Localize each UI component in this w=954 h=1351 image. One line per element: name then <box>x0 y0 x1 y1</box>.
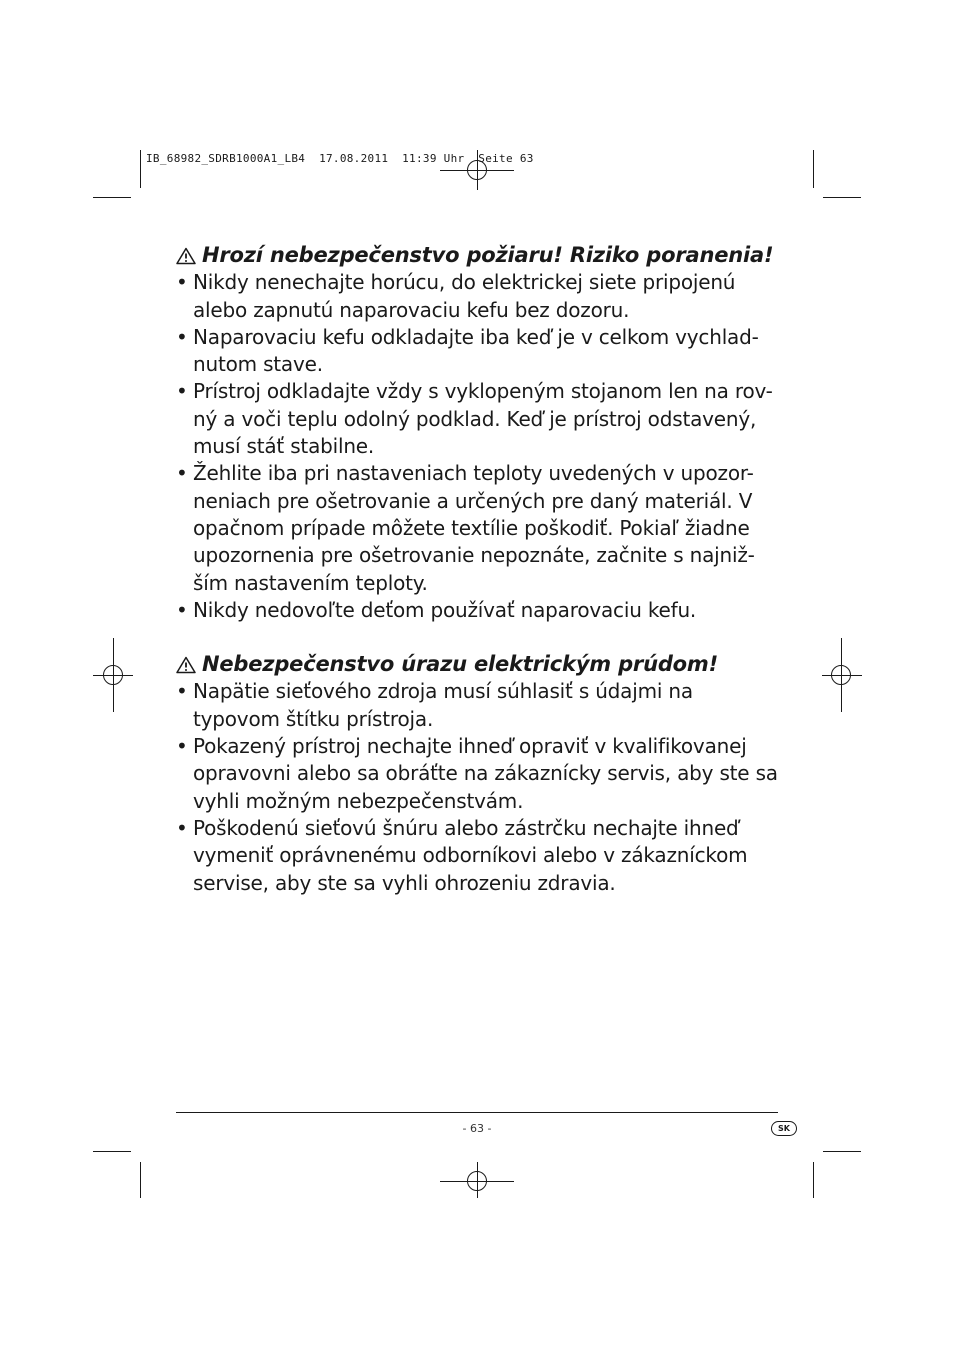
list-item: • Pokazený prístroj nechajte ihneď opraviť v kvalifikovanej opravovni alebo sa obráťte na zákaznícky servis, aby ste sa vyhli možným nebezpečenstvám. <box>176 734 778 813</box>
list-item: • Žehlite iba pri nastaveniach teploty uvedených v upozor-neniach pre ošetrovanie a určených pre daný materiál. V opačnom prípade môžete textílie poškodiť. Pokiaľ žiadne upozornenia pre ošetrovanie nepoznáte, začnite s najniž-ším nastavením teploty. <box>176 461 755 595</box>
list-item: • Nikdy nedovoľte deťom používať naparovaciu kefu. <box>176 597 697 622</box>
crop-mark <box>813 150 814 188</box>
crop-mark <box>93 1151 131 1152</box>
crop-mark <box>823 1151 861 1152</box>
crop-mark <box>823 197 861 198</box>
warning-triangle-icon <box>176 247 196 265</box>
crop-mark <box>813 1162 814 1198</box>
list-item: • Nikdy nenechajte horúcu, do elektrickej siete pripojenú alebo zapnutú naparovaciu kefu bez dozoru. <box>176 270 736 322</box>
list-item-text: Napätie sieťového zdroja musí súhlasiť s údajmi na typovom štítku prístroja. <box>193 679 693 731</box>
list-item-text: Naparovaciu kefu odkladajte iba keď je v celkom vychlad-nutom stave. <box>193 324 759 377</box>
crop-mark <box>140 150 141 188</box>
section-heading <box>176 651 784 678</box>
list-item-text: Žehlite iba pri nastaveniach teploty uvedených v upozor-neniach pre ošetrovanie a určených pre daný materiál. V opačnom prípade môžete textílie poškodiť. Pokiaľ žiadne upozornenia pre ošetrovanie nepoznáte, začnite s najniž-ším nastavením teploty. <box>193 461 755 595</box>
list-item-text: Prístroj odkladajte vždy s vyklopeným stojanom len na rov-ný a voči teplu odolný podklad. Keď je prístroj odstavený, musí stáť stabilne. <box>193 379 773 459</box>
bullet-list <box>176 269 784 624</box>
list-item: • Poškodenú sieťovú šnúru alebo zástrčku nechajte ihneď vymeniť oprávnenému odborníkovi alebo v zákazníckom servise, aby ste sa vyhli ohrozeniu zdravia. <box>176 815 748 895</box>
list-item-text: Nikdy nenechajte horúcu, do elektrickej siete pripojenú alebo zapnutú naparovaciu kefu bez dozoru. <box>193 270 736 322</box>
fire-injury-warning-section <box>176 242 784 624</box>
electric-shock-warning-section <box>176 651 784 897</box>
warning-triangle-icon <box>176 656 196 674</box>
crop-mark <box>93 197 131 198</box>
footer-divider <box>176 1112 778 1113</box>
bullet-list <box>176 678 784 896</box>
list-item: • Naparovaciu kefu odkladajte iba keď je v celkom vychlad-nutom stave. <box>176 324 759 377</box>
page-number: - 63 - <box>462 1122 492 1135</box>
print-slug: IB_68982_SDRB1000A1_LB4 17.08.2011 11:39 Uhr Seite 63 <box>146 152 534 165</box>
list-item-text: Nikdy nedovoľte deťom používať naparovaciu kefu. <box>193 597 697 622</box>
safety-instructions <box>176 242 784 897</box>
list-item-text: Pokazený prístroj nechajte ihneď opraviť v kvalifikovanej opravovni alebo sa obráťte na zákaznícky servis, aby ste sa vyhli možným nebezpečenstvám. <box>193 734 778 813</box>
language-badge: SK <box>771 1121 797 1136</box>
section-heading <box>176 242 784 269</box>
list-item-text: Poškodenú sieťovú šnúru alebo zástrčku nechajte ihneď vymeniť oprávnenému odborníkovi alebo v zákazníckom servise, aby ste sa vyhli ohrozeniu zdravia. <box>193 815 748 895</box>
section-heading-text: Nebezpečenstvo úrazu elektrickým prúdom! <box>202 652 718 677</box>
list-item: • Napätie sieťového zdroja musí súhlasiť s údajmi na typovom štítku prístroja. <box>176 679 693 731</box>
section-heading-text: Hrozí nebezpečenstvo požiaru! Riziko poranenia! <box>202 243 774 267</box>
crop-mark <box>140 1162 141 1198</box>
list-item: • Prístroj odkladajte vždy s vyklopeným stojanom len na rov-ný a voči teplu odolný podklad. Keď je prístroj odstavený, musí stáť stabilne. <box>176 379 773 459</box>
